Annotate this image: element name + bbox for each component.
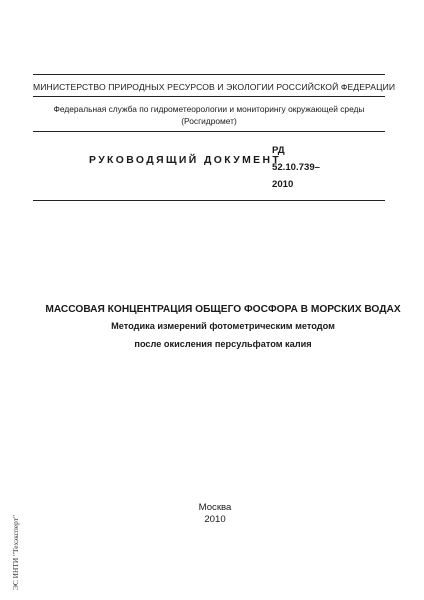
document-code-prefix: РД bbox=[272, 145, 285, 156]
publication-city: Москва bbox=[198, 502, 232, 513]
ministry-name: МИНИСТЕРСТВО ПРИРОДНЫХ РЕСУРСОВ И ЭКОЛОГИИ РОССИЙСКОЙ ФЕДЕРАЦИИ bbox=[33, 82, 396, 92]
document-rule bbox=[33, 200, 385, 201]
title-main: МАССОВАЯ КОНЦЕНТРАЦИЯ ОБЩЕГО ФОСФОРА В МОРСКИХ ВОДАХ bbox=[45, 304, 401, 315]
watermark-stamp: ЭС ИНТИ "Техэксперт" bbox=[11, 515, 20, 590]
service-name-line2: (Росгидромет) bbox=[181, 115, 237, 126]
top-rule bbox=[33, 74, 385, 75]
service-name bbox=[33, 104, 385, 127]
ministry-rule bbox=[33, 96, 385, 97]
publication-year: 2010 bbox=[204, 514, 226, 525]
document-title bbox=[33, 303, 413, 353]
document-code-number: 52.10.739– bbox=[272, 162, 321, 173]
service-rule bbox=[33, 131, 385, 132]
title-subtitle-line2: после окисления персульфатом калия bbox=[134, 339, 312, 349]
document-kind: РУКОВОДЯЩИЙ ДОКУМЕНТ bbox=[89, 155, 282, 166]
publication-info bbox=[150, 502, 280, 526]
service-name-line1: Федеральная служба по гидрометеорологии и мониторингу окружающей среды bbox=[53, 104, 365, 114]
document-code bbox=[272, 142, 320, 193]
title-subtitle-line1: Методика измерений фотометрическим методом bbox=[111, 321, 335, 331]
document-code-year: 2010 bbox=[272, 179, 294, 190]
